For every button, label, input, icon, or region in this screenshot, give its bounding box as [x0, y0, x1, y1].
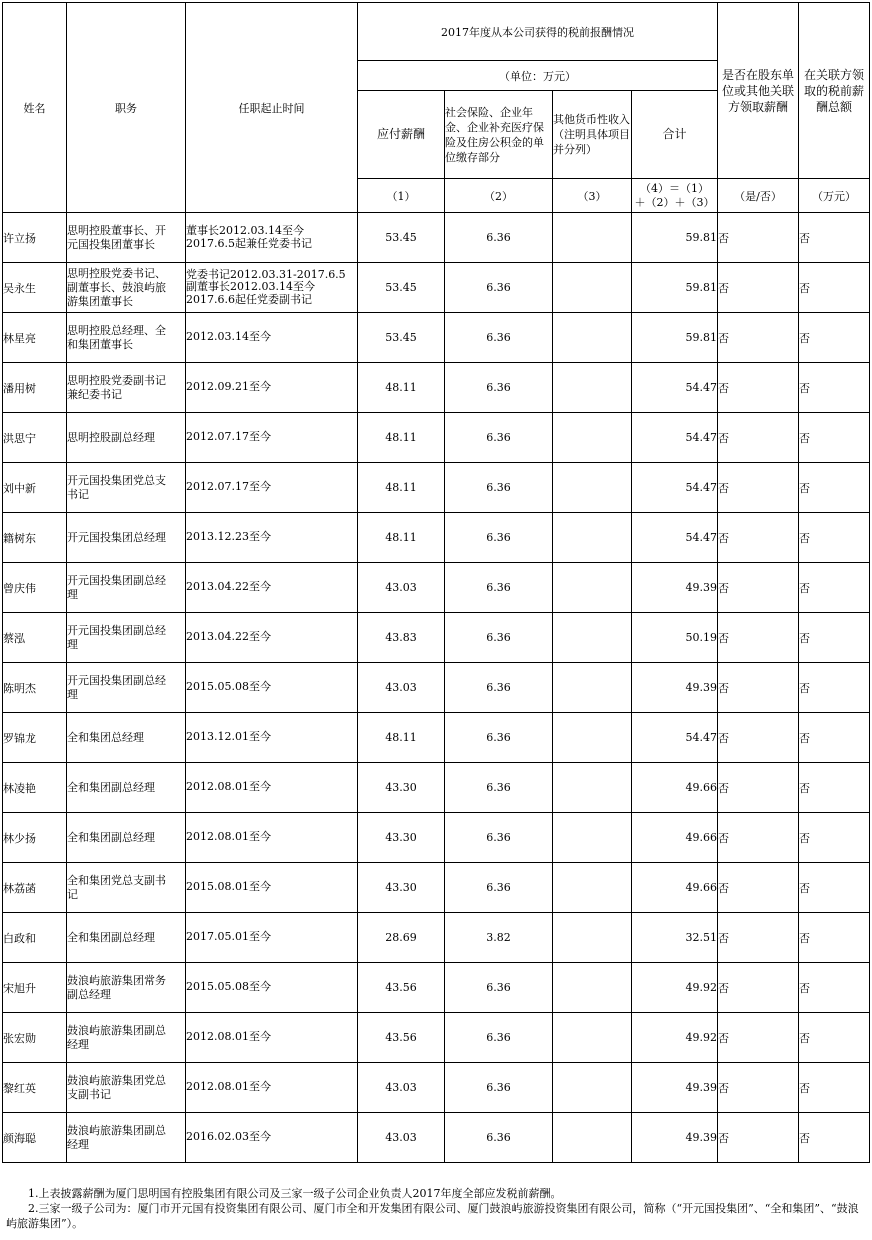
cell-position: [67, 663, 186, 713]
cell-shareholder-pay: 否: [718, 1113, 799, 1163]
position-line: 记: [67, 887, 78, 901]
table-row: [3, 263, 870, 313]
cell-other: [553, 313, 632, 363]
cell-related-pay: 否: [799, 613, 870, 663]
cell-other: [553, 413, 632, 463]
position-line: 开元国投集团副总经: [67, 673, 166, 687]
cell-pay: 48.11: [358, 713, 445, 763]
cell-other: [553, 813, 632, 863]
cell-related-pay: 否: [799, 713, 870, 763]
cell-related-pay: 否: [799, 313, 870, 363]
term-line: 2013.12.01至今: [186, 730, 271, 744]
cell-shareholder-pay: 否: [718, 863, 799, 913]
cell-total: 54.47: [632, 413, 718, 463]
cell-insurance: 6.36: [445, 613, 553, 663]
cell-total: 49.66: [632, 763, 718, 813]
cell-position: [67, 263, 186, 313]
header-col2: 社会保险、企业年金、企业补充医疗保险及住房公积金的单位缴存部分: [445, 91, 553, 179]
cell-total: 50.19: [632, 613, 718, 663]
cell-insurance: 6.36: [445, 363, 553, 413]
cell-insurance: 6.36: [445, 1013, 553, 1063]
cell-insurance: 6.36: [445, 313, 553, 363]
cell-position: [67, 813, 186, 863]
cell-pay: 53.45: [358, 313, 445, 363]
cell-other: [553, 513, 632, 563]
table-row: [3, 513, 870, 563]
position-line: 开元国投集团党总支: [67, 473, 166, 487]
cell-name: 林凌艳: [3, 763, 67, 813]
term-line: 2012.08.01至今: [186, 1030, 271, 1044]
cell-pay: 28.69: [358, 913, 445, 963]
position-line: 鼓浪屿旅游集团副总: [67, 1023, 166, 1037]
term-line: 2015.05.08至今: [186, 980, 271, 994]
cell-total: 54.47: [632, 513, 718, 563]
cell-name: 林少扬: [3, 813, 67, 863]
cell-term: [186, 763, 358, 813]
term-line: 2012.03.14至今: [186, 330, 271, 344]
cell-total: 59.81: [632, 263, 718, 313]
term-line: 2013.12.23至今: [186, 530, 271, 544]
cell-term: [186, 563, 358, 613]
header-idx4: [632, 179, 718, 213]
cell-shareholder-pay: 否: [718, 513, 799, 563]
cell-insurance: 6.36: [445, 863, 553, 913]
table-row: [3, 863, 870, 913]
cell-other: [553, 613, 632, 663]
cell-other: [553, 363, 632, 413]
position-line: 开元国投集团副总经: [67, 573, 166, 587]
position-line: 理: [67, 587, 78, 601]
term-line: 2015.05.08至今: [186, 680, 271, 694]
cell-position: [67, 213, 186, 263]
cell-insurance: 6.36: [445, 213, 553, 263]
cell-total: 59.81: [632, 213, 718, 263]
cell-name: 刘中新: [3, 463, 67, 513]
cell-total: 54.47: [632, 363, 718, 413]
term-line: 2013.04.22至今: [186, 630, 271, 644]
cell-pay: 43.03: [358, 563, 445, 613]
cell-other: [553, 563, 632, 613]
position-line: 支副书记: [67, 1087, 111, 1101]
cell-position: [67, 413, 186, 463]
cell-total: 49.39: [632, 1063, 718, 1113]
position-line: 思明控股总经理、全: [67, 323, 166, 337]
cell-position: [67, 763, 186, 813]
term-line: 2013.04.22至今: [186, 580, 271, 594]
cell-other: [553, 763, 632, 813]
header-position: 职务: [67, 3, 186, 213]
term-line: 2017.05.01至今: [186, 930, 271, 944]
position-line: 全和集团副总经理: [67, 830, 155, 844]
cell-insurance: 6.36: [445, 463, 553, 513]
position-line: 和集团董事长: [67, 337, 133, 351]
cell-name: 曾庆伟: [3, 563, 67, 613]
term-line: 2012.08.01至今: [186, 1080, 271, 1094]
cell-pay: 48.11: [358, 363, 445, 413]
cell-term: [186, 463, 358, 513]
cell-total: 49.39: [632, 663, 718, 713]
position-line: 鼓浪屿旅游集团党总: [67, 1073, 166, 1087]
cell-shareholder-pay: 否: [718, 363, 799, 413]
cell-name: 颜海聪: [3, 1113, 67, 1163]
cell-shareholder-pay: 否: [718, 813, 799, 863]
position-line: 开元国投集团总经理: [67, 530, 166, 544]
cell-shareholder-pay: 否: [718, 413, 799, 463]
cell-related-pay: 否: [799, 963, 870, 1013]
cell-name: 许立扬: [3, 213, 67, 263]
cell-insurance: 6.36: [445, 763, 553, 813]
position-line: 思明控股党委副书记: [67, 373, 166, 387]
cell-name: 张宏勋: [3, 1013, 67, 1063]
cell-insurance: 6.36: [445, 963, 553, 1013]
cell-position: [67, 463, 186, 513]
cell-shareholder-pay: 否: [718, 1013, 799, 1063]
cell-term: [186, 313, 358, 363]
term-line: 董事长2012.03.14至今: [186, 224, 304, 237]
cell-pay: 48.11: [358, 463, 445, 513]
header-idx3: （3）: [553, 179, 632, 213]
position-line: 理: [67, 637, 78, 651]
cell-related-pay: 否: [799, 413, 870, 463]
cell-term: [186, 263, 358, 313]
cell-term: [186, 213, 358, 263]
cell-related-pay: 否: [799, 263, 870, 313]
cell-pay: 48.11: [358, 513, 445, 563]
header-idx4-line2: ＋（2）＋（3）: [634, 195, 715, 209]
cell-total: 54.47: [632, 463, 718, 513]
cell-position: [67, 613, 186, 663]
cell-shareholder-pay: 否: [718, 263, 799, 313]
cell-position: [67, 713, 186, 763]
cell-shareholder-pay: 否: [718, 463, 799, 513]
cell-related-pay: 否: [799, 213, 870, 263]
cell-name: 潘用树: [3, 363, 67, 413]
cell-pay: 43.03: [358, 1113, 445, 1163]
cell-position: [67, 1013, 186, 1063]
cell-insurance: 6.36: [445, 1113, 553, 1163]
position-line: 游集团董事长: [67, 294, 133, 308]
header-unit: （单位：万元）: [358, 61, 718, 91]
header-idx4-line1: （4）＝（1）: [640, 181, 709, 195]
cell-other: [553, 263, 632, 313]
cell-shareholder-pay: 否: [718, 213, 799, 263]
header-col3: 其他货币性收入（注明具体项目并分列）: [553, 91, 632, 179]
cell-insurance: 6.36: [445, 563, 553, 613]
table-row: [3, 413, 870, 463]
cell-term: [186, 513, 358, 563]
position-line: 鼓浪屿旅游集团副总: [67, 1123, 166, 1137]
position-line: 副总经理: [67, 987, 111, 1001]
cell-position: [67, 963, 186, 1013]
cell-related-pay: 否: [799, 1013, 870, 1063]
cell-term: [186, 863, 358, 913]
table-row: [3, 1063, 870, 1113]
header-name: 姓名: [3, 3, 67, 213]
cell-other: [553, 963, 632, 1013]
cell-name: 洪思宁: [3, 413, 67, 463]
position-line: 书记: [67, 487, 89, 501]
cell-position: [67, 563, 186, 613]
position-line: 兼纪委书记: [67, 387, 122, 401]
cell-insurance: 6.36: [445, 663, 553, 713]
cell-shareholder-pay: 否: [718, 713, 799, 763]
cell-shareholder-pay: 否: [718, 313, 799, 363]
table-row: [3, 713, 870, 763]
position-line: 全和集团副总经理: [67, 780, 155, 794]
cell-term: [186, 1113, 358, 1163]
cell-term: [186, 663, 358, 713]
cell-name: 蔡泓: [3, 613, 67, 663]
term-line: 2015.08.01至今: [186, 880, 271, 894]
position-line: 全和集团党总支副书: [67, 873, 166, 887]
cell-total: 49.39: [632, 1113, 718, 1163]
cell-term: [186, 613, 358, 663]
cell-related-pay: 否: [799, 363, 870, 413]
header-col4: 合计: [632, 91, 718, 179]
cell-name: 宋旭升: [3, 963, 67, 1013]
position-line: 开元国投集团副总经: [67, 623, 166, 637]
cell-related-pay: 否: [799, 813, 870, 863]
cell-other: [553, 1113, 632, 1163]
cell-position: [67, 363, 186, 413]
cell-other: [553, 213, 632, 263]
table-row: [3, 613, 870, 663]
cell-related-pay: 否: [799, 463, 870, 513]
cell-other: [553, 913, 632, 963]
cell-pay: 43.03: [358, 1063, 445, 1113]
cell-pay: 43.83: [358, 613, 445, 663]
cell-term: [186, 363, 358, 413]
position-line: 副董事长、鼓浪屿旅: [67, 280, 166, 294]
table-row: [3, 213, 870, 263]
table-row: [3, 1013, 870, 1063]
cell-other: [553, 463, 632, 513]
table-row: [3, 463, 870, 513]
salary-table: [2, 2, 870, 1163]
header-idx6: （万元）: [799, 179, 870, 213]
cell-total: 32.51: [632, 913, 718, 963]
cell-insurance: 6.36: [445, 513, 553, 563]
cell-insurance: 6.36: [445, 263, 553, 313]
table-row: [3, 563, 870, 613]
table-row: [3, 763, 870, 813]
cell-name: 籍树东: [3, 513, 67, 563]
position-line: 经理: [67, 1137, 89, 1151]
cell-pay: 53.45: [358, 263, 445, 313]
term-line: 2012.08.01至今: [186, 830, 271, 844]
cell-pay: 43.56: [358, 963, 445, 1013]
cell-term: [186, 963, 358, 1013]
footnote-1: 1.上表披露薪酬为厦门思明国有控股集团有限公司及三家一级子公司企业负责人2017年度全部应发税前薪酬。: [28, 1187, 562, 1200]
cell-name: 陈明杰: [3, 663, 67, 713]
cell-related-pay: 否: [799, 913, 870, 963]
term-line: 2017.6.6起任党委副书记: [186, 292, 312, 306]
cell-shareholder-pay: 否: [718, 763, 799, 813]
cell-related-pay: 否: [799, 513, 870, 563]
cell-total: 49.92: [632, 1013, 718, 1063]
term-line: 2012.07.17至今: [186, 480, 271, 494]
position-line: 思明控股副总经理: [67, 430, 155, 444]
cell-shareholder-pay: 否: [718, 963, 799, 1013]
position-line: 元国投集团董事长: [67, 237, 155, 251]
table-row: [3, 313, 870, 363]
position-line: 思明控股董事长、开: [67, 223, 166, 237]
cell-pay: 48.11: [358, 413, 445, 463]
cell-shareholder-pay: 否: [718, 913, 799, 963]
cell-other: [553, 1063, 632, 1113]
cell-term: [186, 913, 358, 963]
term-line: 2016.02.03至今: [186, 1130, 271, 1144]
cell-insurance: 6.36: [445, 713, 553, 763]
cell-shareholder-pay: 否: [718, 613, 799, 663]
cell-position: [67, 863, 186, 913]
table-row: [3, 813, 870, 863]
cell-pay: 53.45: [358, 213, 445, 263]
cell-insurance: 6.36: [445, 813, 553, 863]
term-line: 2012.09.21至今: [186, 380, 271, 394]
position-line: 思明控股党委书记、: [67, 266, 166, 280]
position-line: 鼓浪屿旅游集团常务: [67, 973, 166, 987]
header-idx2: （2）: [445, 179, 553, 213]
table-body: [3, 213, 870, 1163]
header-col6: 在关联方领取的税前薪酬总额: [799, 3, 870, 179]
term-line: 2012.08.01至今: [186, 780, 271, 794]
cell-term: [186, 713, 358, 763]
term-line: 2012.07.17至今: [186, 430, 271, 444]
table-row: [3, 363, 870, 413]
header-col5: 是否在股东单位或其他关联方领取薪酬: [718, 3, 799, 179]
cell-name: 黎红英: [3, 1063, 67, 1113]
cell-name: 白政和: [3, 913, 67, 963]
header-idx5: （是/否）: [718, 179, 799, 213]
cell-pay: 43.03: [358, 663, 445, 713]
cell-term: [186, 413, 358, 463]
cell-name: 罗锦龙: [3, 713, 67, 763]
cell-insurance: 6.36: [445, 413, 553, 463]
footnotes: [6, 1186, 866, 1231]
cell-name: 林荔菡: [3, 863, 67, 913]
cell-other: [553, 663, 632, 713]
cell-total: 49.66: [632, 813, 718, 863]
cell-other: [553, 1013, 632, 1063]
term-line: 2017.6.5起兼任党委书记: [186, 236, 312, 250]
header-col1: 应付薪酬: [358, 91, 445, 179]
term-line: 党委书记2012.03.31-2017.6.5: [186, 267, 346, 281]
table-row: [3, 663, 870, 713]
cell-total: 49.39: [632, 563, 718, 613]
cell-pay: 43.30: [358, 863, 445, 913]
cell-position: [67, 1063, 186, 1113]
table-row: [3, 1113, 870, 1163]
header-term: 任职起止时间: [186, 3, 358, 213]
cell-name: 林星亮: [3, 313, 67, 363]
cell-term: [186, 813, 358, 863]
cell-name: 吴永生: [3, 263, 67, 313]
position-line: 理: [67, 687, 78, 701]
cell-position: [67, 1113, 186, 1163]
cell-related-pay: 否: [799, 663, 870, 713]
table-row: [3, 963, 870, 1013]
cell-position: [67, 913, 186, 963]
cell-pay: 43.30: [358, 813, 445, 863]
cell-position: [67, 513, 186, 563]
cell-related-pay: 否: [799, 1113, 870, 1163]
position-line: 全和集团总经理: [67, 730, 144, 744]
cell-insurance: 6.36: [445, 1063, 553, 1113]
cell-pay: 43.30: [358, 763, 445, 813]
cell-related-pay: 否: [799, 563, 870, 613]
cell-insurance: 3.82: [445, 913, 553, 963]
cell-other: [553, 713, 632, 763]
term-line: 副董事长2012.03.14至今: [186, 280, 315, 294]
cell-related-pay: 否: [799, 763, 870, 813]
cell-shareholder-pay: 否: [718, 1063, 799, 1113]
position-line: 经理: [67, 1037, 89, 1051]
cell-total: 59.81: [632, 313, 718, 363]
cell-position: [67, 313, 186, 363]
cell-pay: 43.56: [358, 1013, 445, 1063]
cell-term: [186, 1013, 358, 1063]
cell-term: [186, 1063, 358, 1113]
position-line: 全和集团副总经理: [67, 930, 155, 944]
cell-other: [553, 863, 632, 913]
footnote-2: 2.三家一级子公司为：厦门市开元国有投资集团有限公司、厦门市全和开发集团有限公司、厦门鼓浪屿旅游投资集团有限公司，简称（“开元国投集团”、“全和集团”、“鼓浪屿旅游集团”）。: [6, 1202, 859, 1230]
cell-related-pay: 否: [799, 1063, 870, 1113]
header-idx1: （1）: [358, 179, 445, 213]
header-title: 2017年度从本公司获得的税前报酬情况: [358, 3, 718, 61]
cell-total: 49.66: [632, 863, 718, 913]
cell-related-pay: 否: [799, 863, 870, 913]
cell-total: 49.92: [632, 963, 718, 1013]
cell-total: 54.47: [632, 713, 718, 763]
table-row: [3, 913, 870, 963]
cell-shareholder-pay: 否: [718, 663, 799, 713]
cell-shareholder-pay: 否: [718, 563, 799, 613]
